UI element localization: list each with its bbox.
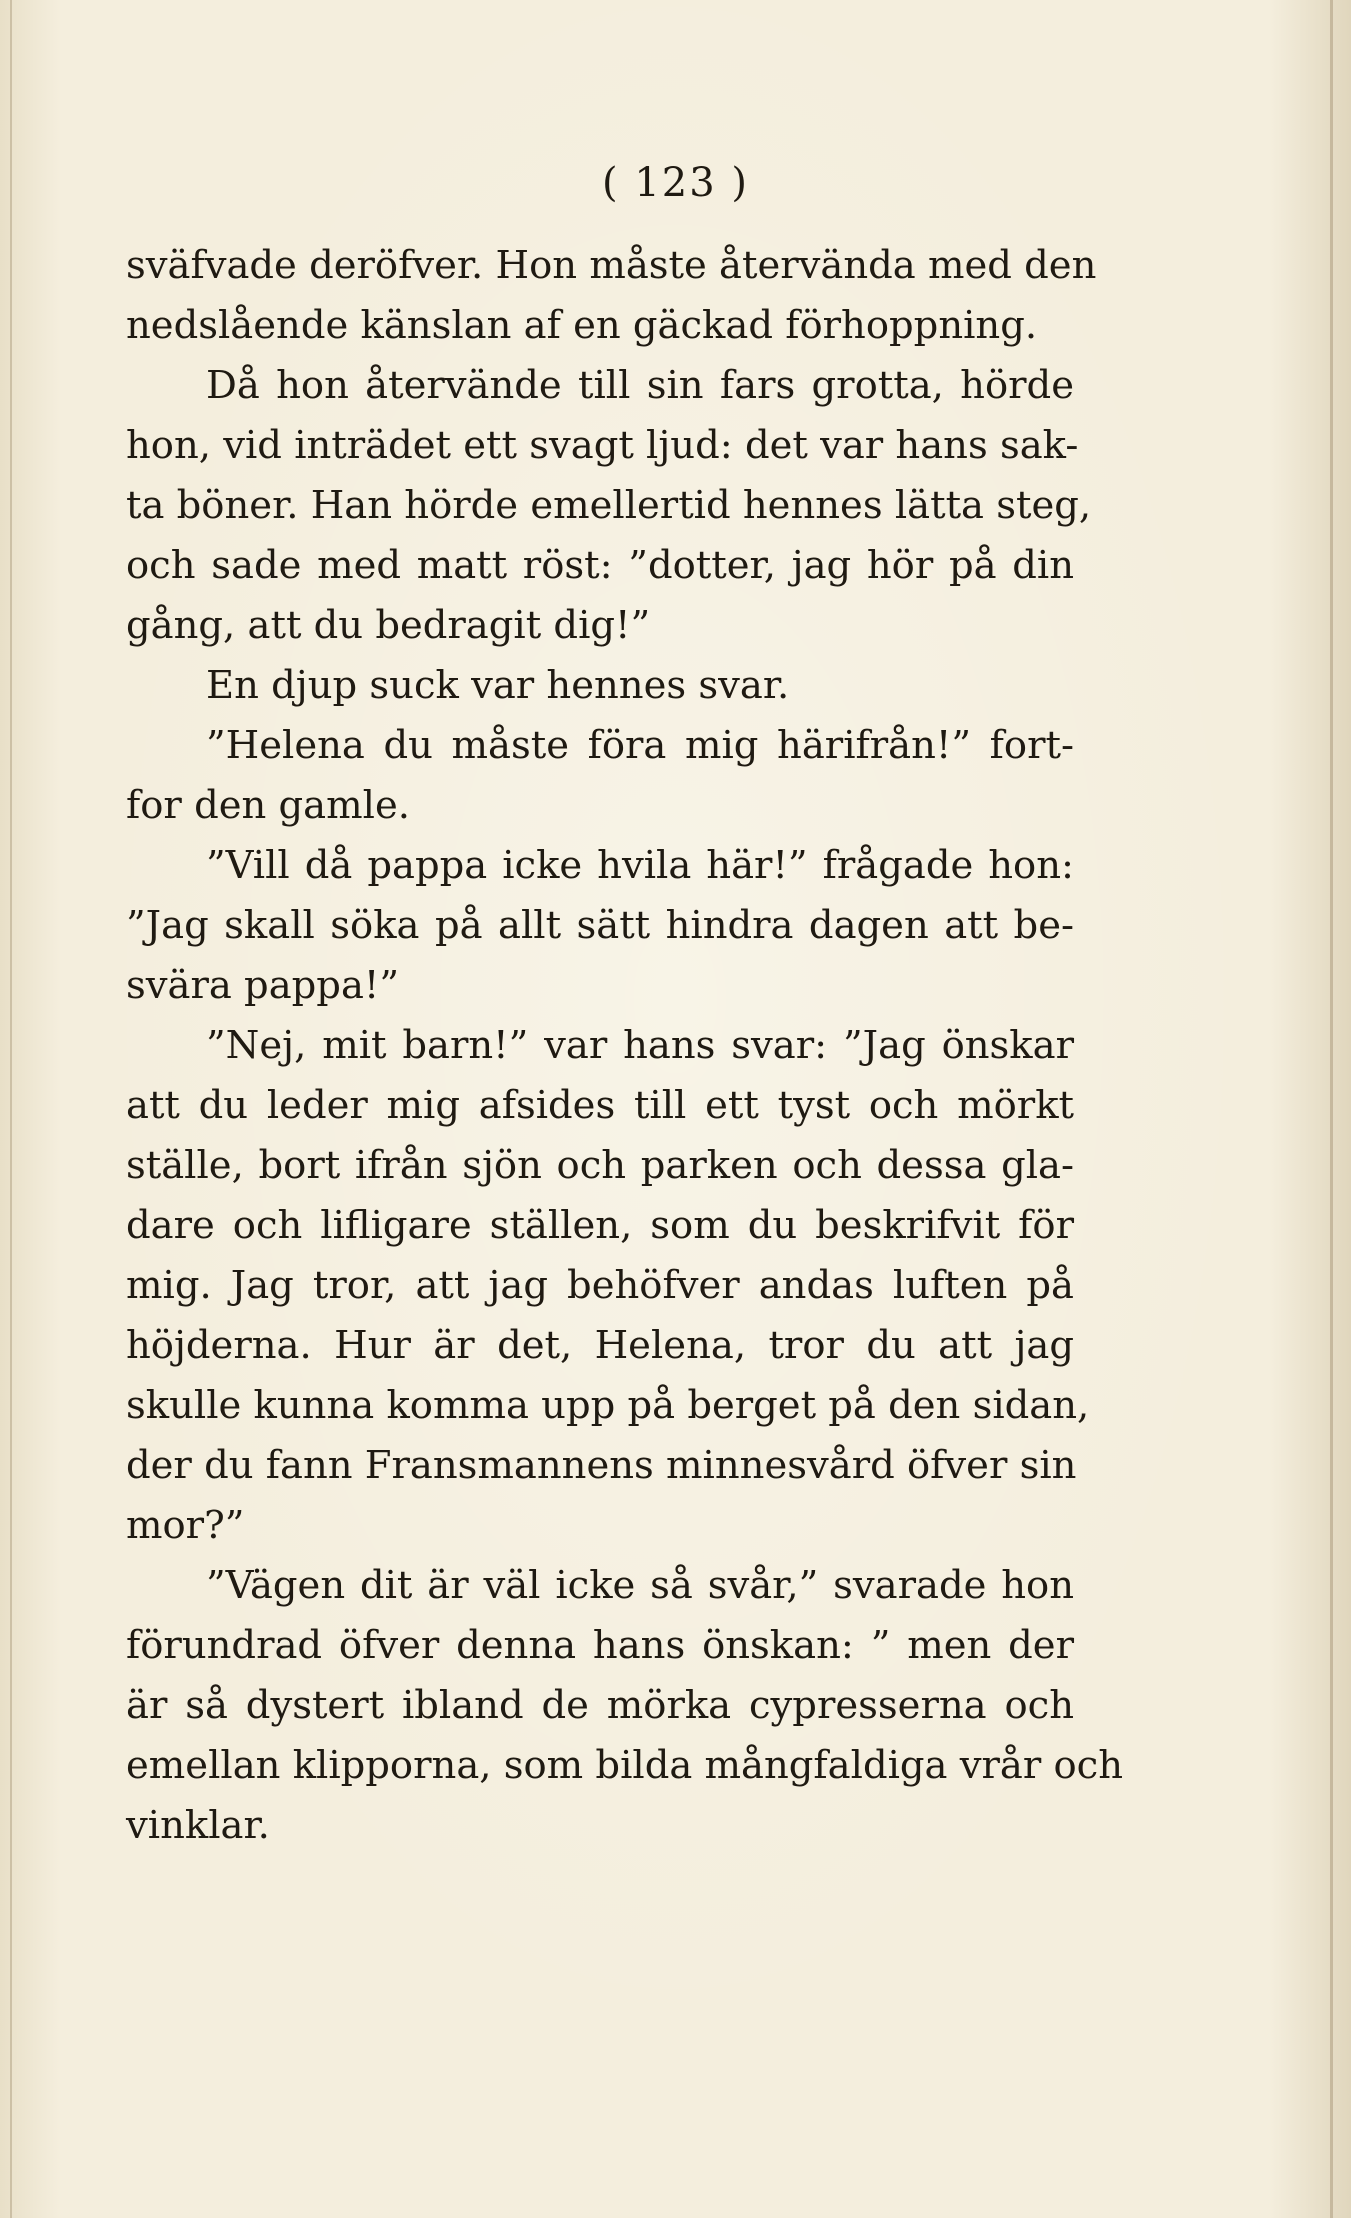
page-left-edge — [10, 0, 12, 2218]
text-line: att du leder mig afsides till ett tyst och mörkt — [126, 1083, 1074, 1128]
text-line: ta böner. Han hörde emellertid hennes lätta steg, — [126, 483, 1092, 528]
text-line: nedslående känslan af en gäckad förhoppning. — [126, 303, 1038, 348]
text-line: är så dystert ibland de mörka cypresserna och — [126, 1683, 1074, 1728]
text-line: vinklar. — [126, 1803, 270, 1848]
text-line: Då hon återvände till sin fars grotta, hörde — [206, 363, 1074, 408]
body-text — [126, 236, 1124, 1856]
text-line: mig. Jag tror, att jag behöfver andas luften på — [126, 1263, 1074, 1308]
text-line: sväfvade deröfver. Hon måste återvända med den — [126, 243, 1097, 288]
text-line: En djup suck var hennes svar. — [206, 663, 790, 708]
text-line: ”Vill då pappa icke hvila här!” frågade hon: — [206, 843, 1074, 888]
text-line: mor?” — [126, 1503, 245, 1548]
text-line: och sade med matt röst: ”dotter, jag hör på din — [126, 543, 1074, 588]
text-line: höjderna. Hur är det, Helena, tror du att jag — [126, 1323, 1074, 1368]
text-line: hon, vid inträdet ett svagt ljud: det var hans sak- — [126, 423, 1079, 468]
text-line: skulle kunna komma upp på berget på den sidan, — [126, 1383, 1090, 1428]
text-line: förundrad öfver denna hans önskan: ” men der — [126, 1623, 1074, 1668]
text-line: ”Jag skall söka på allt sätt hindra dagen att be- — [126, 903, 1074, 948]
text-line: gång, att du bedragit dig!” — [126, 603, 651, 648]
text-line: ”Nej, mit barn!” var hans svar: ”Jag önskar — [206, 1023, 1074, 1068]
text-line: ställe, bort ifrån sjön och parken och dessa gla- — [126, 1143, 1074, 1188]
page-right-edge — [1330, 0, 1333, 2218]
text-line: ”Helena du måste föra mig härifrån!” fort- — [206, 723, 1074, 768]
text-line: dare och lifligare ställen, som du beskrifvit för — [126, 1203, 1074, 1248]
text-line: ”Vägen dit är väl icke så svår,” svarade hon — [206, 1563, 1074, 1608]
text-line: emellan klipporna, som bilda mångfaldiga vrår och — [126, 1743, 1124, 1788]
text-line: svära pappa!” — [126, 963, 400, 1008]
text-line: for den gamle. — [126, 783, 410, 828]
text-line: der du fann Fransmannens minnesvård öfver sin — [126, 1443, 1077, 1488]
page-number: ( 123 ) — [602, 160, 749, 206]
